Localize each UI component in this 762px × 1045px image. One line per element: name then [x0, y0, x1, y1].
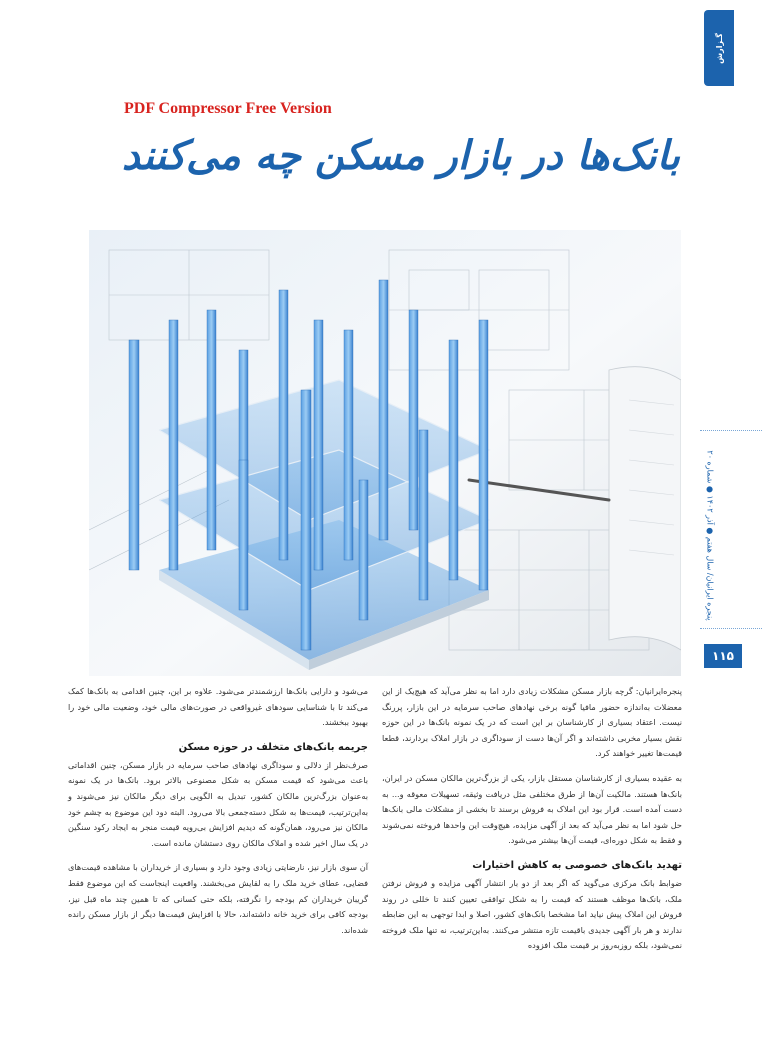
- article-paragraph: صرف‌نظر از دلالی و سوداگری نهادهای صاحب سرمایه در بازار مسکن، چنین اقداماتی باعث می‌شود که قیمت مسکن به شکل مصنوعی بالاتر برود. بانک‌ها در یک نمونه به‌عنوان بزرگ‌ترین مالکان کشور، تبدیل به الگویی برای دیگر مالکان نیز می‌شوند و به‌این‌ترتیب، قیمت‌ها به شکل دسته‌جمعی بالا می‌رود. البته دود این موضوع به چشم خود مالکان نیز می‌رود، همان‌گونه که دیدیم افزایش بی‌رویه قیمت منجر به ایجاد رکود سنگین در یک سال اخیر شده و املاک مالکان روی دستشان مانده است.: [68, 759, 368, 848]
- article-column-left: [68, 684, 368, 947]
- page-number: ۱۱۵: [704, 644, 742, 668]
- article-paragraph: به عقیده بسیاری از کارشناسان مستقل بازار، یکی از بزرگ‌ترین مالکان مسکن در ایران، بانک‌ها هستند. مالکیت آن‌ها از طرق مختلفی مثل دریافت وثیقه، تسهیلات معوقه و... به دست آمده است. قرار بود این املاک به فروش برسند تا بخشی از مشکلات مالی بانک‌ها حل شود اما به نظر می‌آید که بعد از آگهی مزایده، هیچ‌وقت این واحدها فروخته نمی‌شوند و فقط به شکل دوره‌ای، قیمت آن‌ها بیشتر می‌شود.: [382, 772, 682, 846]
- side-rule-top: [700, 430, 762, 432]
- article-subheading: جریمه بانک‌های متخلف در حوزه مسکن: [178, 741, 368, 753]
- pdf-watermark: PDF Compressor Free Version: [124, 100, 332, 117]
- hero-illustration: [89, 230, 681, 676]
- article-column-right: [382, 684, 682, 963]
- running-head-text: پنجره ایرانیان/ سال هفتم ● آذر ۱۴۰۲ ● شماره ۲۰: [705, 449, 715, 621]
- article-headline: بانک‌ها در بازار مسکن چه می‌کنند: [121, 133, 680, 179]
- article-paragraph: آن سوی بازار نیز، نارضایتی زیادی وجود دارد و بسیاری از خریداران با مشاهده قیمت‌های فضایی، عطای خرید ملک را به لقایش می‌بخشند. واقعیت اینجاست که این موضوع فقط گریبان خریداران کم بودجه را نگرفته، بلکه حتی کسانی که تا همین چند ماه قبل نیز، بودجه کافی برای خرید خانه داشته‌اند، حالا با افزایش قیمت‌ها دیگر از بازار مسکن رانده شده‌اند.: [68, 862, 368, 935]
- article-paragraph: ضوابط بانک مرکزی می‌گوید که اگر بعد از دو بار انتشار آگهی مزایده و فروش نرفتن ملک، بانک‌ها موظف هستند که قیمت را به شکل توافقی تعیین کنند تا خللی در روند فروش این املاک پیش نیاید اما مشخصا بانک‌های کشور، اصلا و ابدا توجهی به این ضابطه ندارند و هر بار آگهی جدیدی باقیمت تازه منتشر می‌کنند. به‌این‌ترتیب، نه تنها ملک فروخته نمی‌شود، بلکه روزبه‌روز بر قیمت ملک افزوده: [382, 877, 682, 951]
- article-paragraph: پنجره‌ایرانیان: گرچه بازار مسکن مشکلات زیادی دارد اما به نظر می‌آید که هیچ‌یک از این معضلات به‌اندازه حضور مافیا گونه برخی نهادهای صاحب سرمایه در این بازار، پررنگ نیست. اعتقاد بسیاری از کارشناسان بر این است که در یک نمونه بانک‌ها در این حوزه نقش بسیار مخربی داشته‌اند و اگر آن‌ها دست از سوداگری در بازار املاک بردارند، قطعا قیمت‌ها تغییر خواهند کرد.: [382, 686, 682, 759]
- running-head: [690, 440, 730, 630]
- article-subheading: تهدید بانک‌های خصوصی به کاهش اختیارات: [472, 859, 682, 871]
- section-tab-label: گـزارش: [714, 32, 724, 64]
- article-paragraph: می‌شود و دارایی بانک‌ها ارزشمندتر می‌شود. علاوه بر این، چنین اقدامی به بانک‌ها کمک می‌کند تا با شناسایی سودهای غیرواقعی در صورت‌های مالی خود، وضعیت مالی خود را بهبود ببخشند.: [68, 686, 368, 728]
- section-tab: [704, 10, 734, 86]
